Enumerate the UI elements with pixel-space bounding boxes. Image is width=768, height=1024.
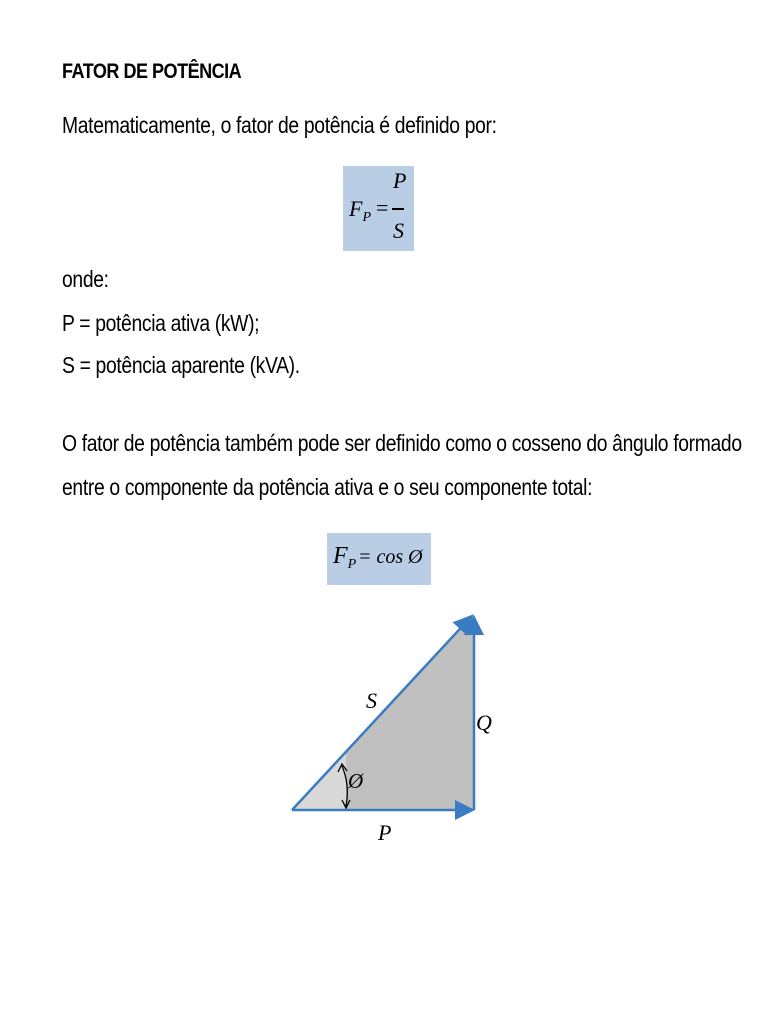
s-definition: S = potência aparente (kVA). <box>62 352 300 378</box>
p-definition: P = potência ativa (kW); <box>62 310 260 336</box>
formula2-rhs: = cos Ø <box>358 546 423 568</box>
q-label: Q <box>476 710 492 735</box>
formula1-lhs: $F_P$ <box>349 196 372 225</box>
paragraph-line-2: entre o componente da potência ativa e o seu componente total: <box>62 474 593 500</box>
power-factor-cos-formula <box>327 533 431 585</box>
s-label: S <box>366 688 377 713</box>
formula1-numerator: P <box>393 168 407 193</box>
formula1-equals: = <box>376 195 389 220</box>
page-title: FATOR DE POTÊNCIA <box>62 60 242 83</box>
paragraph-line-1: O fator de potência também pode ser definido como o cosseno do ângulo formado <box>62 430 742 456</box>
p-label: P <box>378 820 392 845</box>
power-factor-ratio-formula <box>343 166 414 251</box>
formula1-denominator: S <box>393 218 404 243</box>
fraction-bar <box>392 208 404 210</box>
formula2-lhs: $F_P$ <box>333 543 357 572</box>
onde-label: onde: <box>62 266 109 292</box>
power-triangle-diagram <box>280 600 500 850</box>
angle-label: Ø <box>348 769 364 793</box>
intro-text: Matematicamente, o fator de potência é definido por: <box>62 112 497 138</box>
